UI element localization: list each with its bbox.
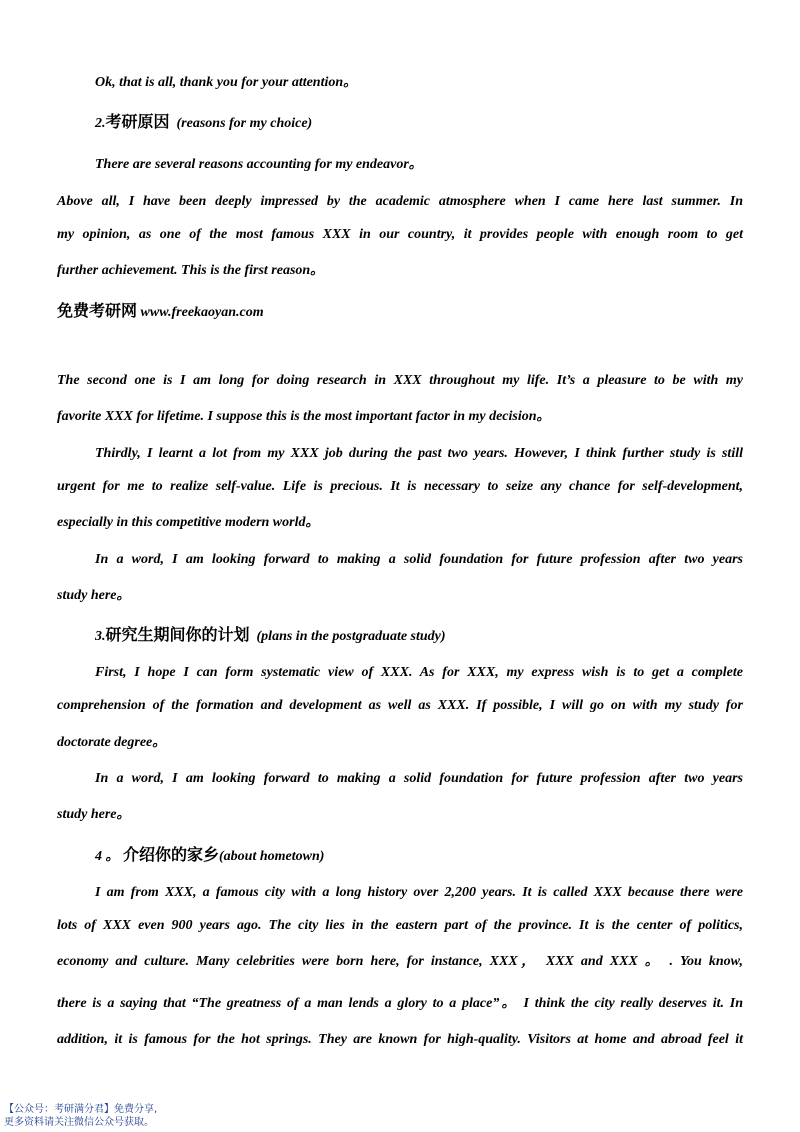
paragraph-line: study here。: [57, 588, 131, 603]
paragraph-line: study here。: [57, 807, 131, 822]
paragraph-line: addition, it is famous for the hot springs. They are known for high-quality. Visitors at home and abroad feel it: [57, 1032, 743, 1047]
paragraph-line: doctorate degree。: [57, 735, 167, 750]
section-heading-4: [95, 846, 324, 866]
paragraph-line: Thirdly, I learnt a lot from my XXX job during the past two years. However, I think further study is still: [95, 446, 743, 461]
site-watermark-line: [57, 302, 264, 322]
section-number: 3.: [95, 629, 106, 644]
paragraph-line: The second one is I am long for doing research in XXX throughout my life. It’s a pleasure to be with my: [57, 373, 743, 388]
section-title-en: (reasons for my choice): [176, 116, 313, 131]
paragraph-line: my opinion, as one of the most famous XXX in our country, it provides people with enough room to get: [57, 227, 743, 242]
section-title-cn: 介绍你的家乡: [123, 845, 220, 864]
paragraph-line: comprehension of the formation and development as well as XXX. If possible, I will go on with my study for: [57, 698, 743, 713]
section-title-cn: 研究生期间你的计划: [105, 625, 250, 644]
paragraph-line: further achievement. This is the first reason。: [57, 263, 325, 278]
site-title: 免费考研网: [57, 301, 138, 320]
paragraph-line: Above all, I have been deeply impressed by the academic atmosphere when I came here last summer. In: [57, 194, 743, 209]
section-number: 2.: [95, 116, 106, 131]
paragraph-line: lots of XXX even 900 years ago. The city lies in the eastern part of the province. It is the center of politics,: [57, 918, 743, 933]
section-title-en: (plans in the postgraduate study): [256, 629, 446, 644]
paragraph-line: I am from XXX, a famous city with a long history over 2,200 years. It is called XXX because there were: [95, 885, 743, 900]
section-number: 4 。: [95, 849, 120, 864]
paragraph-line: There are several reasons accounting for my endeavor。: [95, 157, 423, 172]
section-title-cn: 考研原因: [105, 112, 170, 131]
paragraph-line: there is a saying that “The greatness of a man lends a glory to a place”。 I think the city really deserves it. In: [57, 996, 743, 1011]
paragraph-line: First, I hope I can form systematic view of XXX. As for XXX, my express wish is to get a complete: [95, 665, 743, 680]
paragraph-line: especially in this competitive modern world。: [57, 515, 320, 530]
paragraph-line: In a word, I am looking forward to making a solid foundation for future profession after two years: [95, 552, 743, 567]
closing-sentence: Ok, that is all, thank you for your attention。: [95, 75, 358, 90]
paragraph-line: economy and culture. Many celebrities were born here, for instance, XXX， XXX and XXX 。 . You know,: [57, 954, 743, 969]
site-url: www.freekaoyan.com: [140, 305, 264, 320]
section-heading-2: [95, 113, 312, 133]
section-title-en: (about hometown): [219, 849, 325, 864]
footer-note-line-1: 【公众号：考研满分君】免费分享,: [4, 1104, 158, 1115]
footer-note-line-2: 更多资料请关注微信公众号获取。: [4, 1117, 154, 1128]
paragraph-line: In a word, I am looking forward to making a solid foundation for future profession after two years: [95, 771, 743, 786]
paragraph-line: urgent for me to realize self-value. Life is precious. It is necessary to seize any chance for self-development,: [57, 479, 743, 494]
paragraph-line: favorite XXX for lifetime. I suppose this is the most important factor in my decision。: [57, 409, 551, 424]
section-heading-3: [95, 626, 446, 646]
